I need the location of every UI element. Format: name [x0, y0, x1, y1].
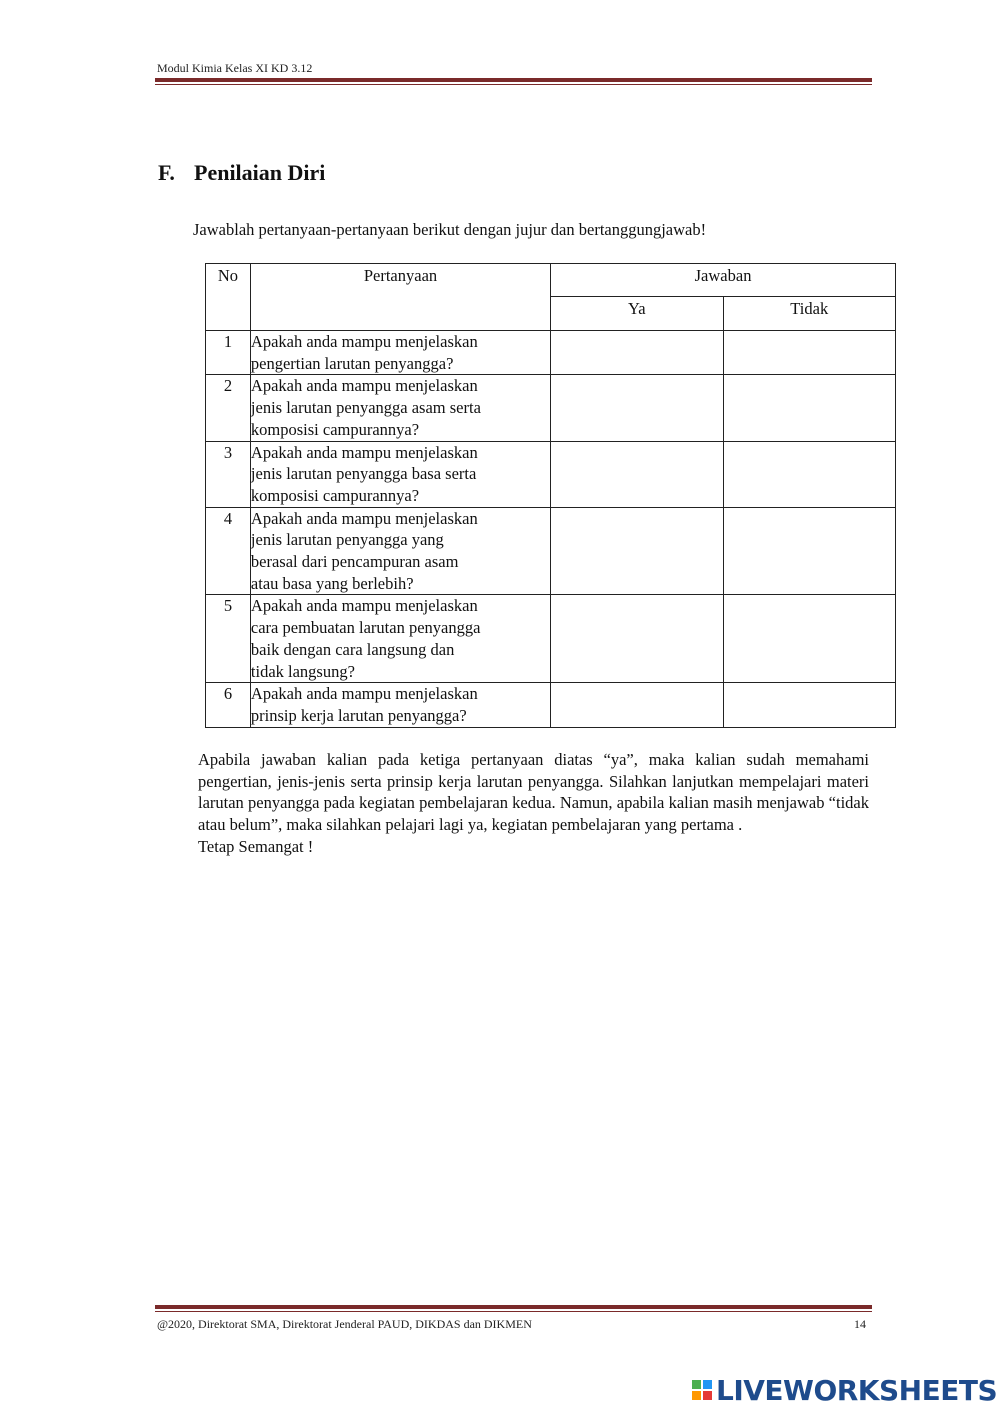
question-line: tidak langsung? [250, 661, 355, 681]
motivation-text: Tetap Semangat ! [198, 836, 314, 856]
question-cell [250, 331, 550, 375]
closing-paragraph: Apabila jawaban kalian pada ketiga pertanyaan diatas “ya”, maka kalian sudah memahami pengertian, jenis-jenis serta prinsip kerja larutan penyangga. Silahkan lanjutkan mempelajari materi larutan penyangga pada kegiatan pembelajaran kedua. Namun, apabila kalian masih menjawab “tidak atau belum”, maka silahkan pelajari lagi ya, kegiatan pembelajaran yang pertama . [198, 750, 869, 835]
table-row [206, 595, 896, 683]
logo-tile [703, 1380, 712, 1389]
question-line: Apakah anda mampu menjelaskan [250, 442, 478, 462]
row-number: 6 [206, 683, 251, 727]
question-line: Apakah anda mampu menjelaskan [250, 376, 478, 396]
footer-text: @2020, Direktorat SMA, Direktorat Jenderal PAUD, DIKDAS dan DIKMEN [157, 1317, 532, 1331]
brand-name: LIVEWORKSHEETS [716, 1373, 998, 1407]
question-line: baik dengan cara langsung dan [250, 639, 455, 659]
answer-yes-cell[interactable] [551, 375, 723, 441]
question-cell [250, 595, 550, 683]
logo-tile [692, 1380, 701, 1389]
question-line: komposisi campurannya? [250, 485, 420, 505]
logo-tile [692, 1391, 701, 1400]
answer-yes-cell[interactable] [551, 595, 723, 683]
answer-no-cell[interactable] [723, 375, 896, 441]
answer-no-cell[interactable] [723, 683, 896, 727]
question-cell [250, 683, 550, 727]
question-cell [250, 441, 550, 507]
row-number: 2 [206, 375, 251, 441]
table-row [206, 331, 896, 375]
question-line: Apakah anda mampu menjelaskan [250, 596, 478, 616]
table-row [206, 683, 896, 727]
question-line: pengertian larutan penyangga? [250, 353, 454, 373]
footer-rule [155, 1305, 872, 1312]
section-title: Penilaian Diri [194, 160, 326, 185]
header-no-answer: Tidak [723, 297, 896, 331]
answer-no-cell[interactable] [723, 507, 896, 595]
question-line: Apakah anda mampu menjelaskan [250, 332, 478, 351]
row-number: 1 [206, 331, 251, 375]
answer-yes-cell[interactable] [551, 331, 723, 375]
table-row [206, 441, 896, 507]
question-line: komposisi campurannya? [250, 419, 420, 439]
answer-no-cell[interactable] [723, 331, 896, 375]
header-question: Pertanyaan [250, 264, 550, 331]
row-number: 3 [206, 441, 251, 507]
question-line: Apakah anda mampu menjelaskan [250, 508, 478, 528]
header-text: Modul Kimia Kelas XI KD 3.12 [157, 61, 313, 75]
question-cell [250, 507, 550, 595]
liveworksheets-brand[interactable] [692, 1374, 997, 1406]
header-answer: Jawaban [551, 264, 896, 297]
question-line: cara pembuatan larutan penyangga [250, 618, 481, 638]
question-line: jenis larutan penyangga basa serta [250, 464, 477, 484]
table-row [206, 375, 896, 441]
row-number: 5 [206, 595, 251, 683]
closing-text [198, 749, 869, 858]
answer-no-cell[interactable] [723, 595, 896, 683]
question-line: Apakah anda mampu menjelaskan [250, 684, 478, 704]
table-row [206, 507, 896, 595]
page-number: 14 [854, 1317, 866, 1331]
answer-yes-cell[interactable] [551, 683, 723, 727]
liveworksheets-logo-icon [692, 1380, 712, 1400]
answer-yes-cell[interactable] [551, 507, 723, 595]
answer-yes-cell[interactable] [551, 441, 723, 507]
section-heading [158, 160, 325, 186]
question-line: prinsip kerja larutan penyangga? [250, 705, 467, 725]
answer-no-cell[interactable] [723, 441, 896, 507]
header-yes: Ya [551, 297, 723, 331]
header-rule [155, 78, 872, 85]
question-line: atau basa yang berlebih? [250, 573, 414, 593]
section-number: F. [158, 160, 175, 185]
row-number: 4 [206, 507, 251, 595]
logo-tile [703, 1391, 712, 1400]
question-line: jenis larutan penyangga yang [250, 530, 444, 550]
header-no: No [206, 264, 251, 331]
question-line: berasal dari pencampuran asam [250, 552, 459, 572]
self-assessment-table [205, 263, 896, 728]
instruction-text: Jawablah pertanyaan-pertanyaan berikut dengan jujur dan bertanggungjawab! [193, 220, 707, 239]
question-line: jenis larutan penyangga asam serta [250, 398, 481, 418]
question-cell [250, 375, 550, 441]
